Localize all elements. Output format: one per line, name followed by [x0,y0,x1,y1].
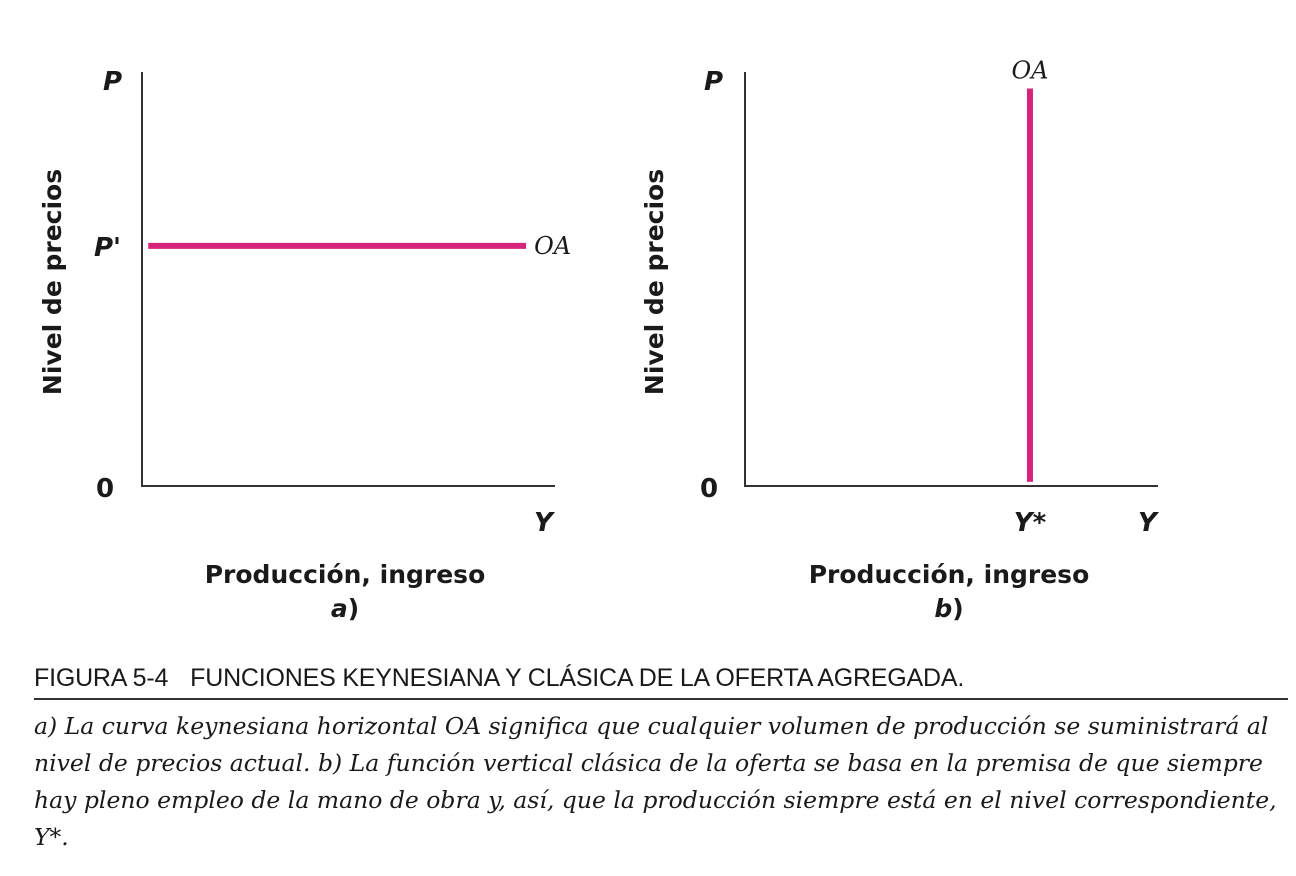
y-axis-letter: P [103,67,123,97]
figure-number: FIGURA 5-4 [34,664,169,692]
y-axis-title: Nivel de precios [640,168,669,396]
figure-caption-text: a) La curva keynesiana horizontal OA significa que cualquier volumen de producción se suministrará al nivel de precios actual. b) La función vertical clásica de la oferta se basa en la premisa de que siempre hay pleno empleo de la mano de obra y, así, que la producción siempre está en el nivel correspondiente, Y*. [34,712,1277,851]
series-label-oa: OA [1011,56,1049,85]
panel-b [640,57,1160,623]
x-tick-label: Y* [1013,508,1047,538]
origin-label: 0 [700,474,719,504]
figure-caption-title [34,664,1288,700]
y-tick-label: P' [94,232,122,263]
x-axis-letter: Y [534,508,553,538]
panel-a [38,67,571,623]
x-axis-title: Producción, ingreso [204,560,486,589]
series-label-oa: OA [534,231,572,260]
origin-label: 0 [96,474,115,504]
y-axis-letter: P [704,67,724,97]
x-axis-title: Producción, ingreso [808,560,1090,589]
panel-label-b: b) [934,594,964,623]
y-axis-title: Nivel de precios [38,168,67,396]
panel-label-a: a) [330,594,360,623]
x-axis-letter: Y [1138,508,1157,538]
figure-title: FUNCIONES KEYNESIANA Y CLÁSICA DE LA OFERTA AGREGADA. [190,664,965,692]
